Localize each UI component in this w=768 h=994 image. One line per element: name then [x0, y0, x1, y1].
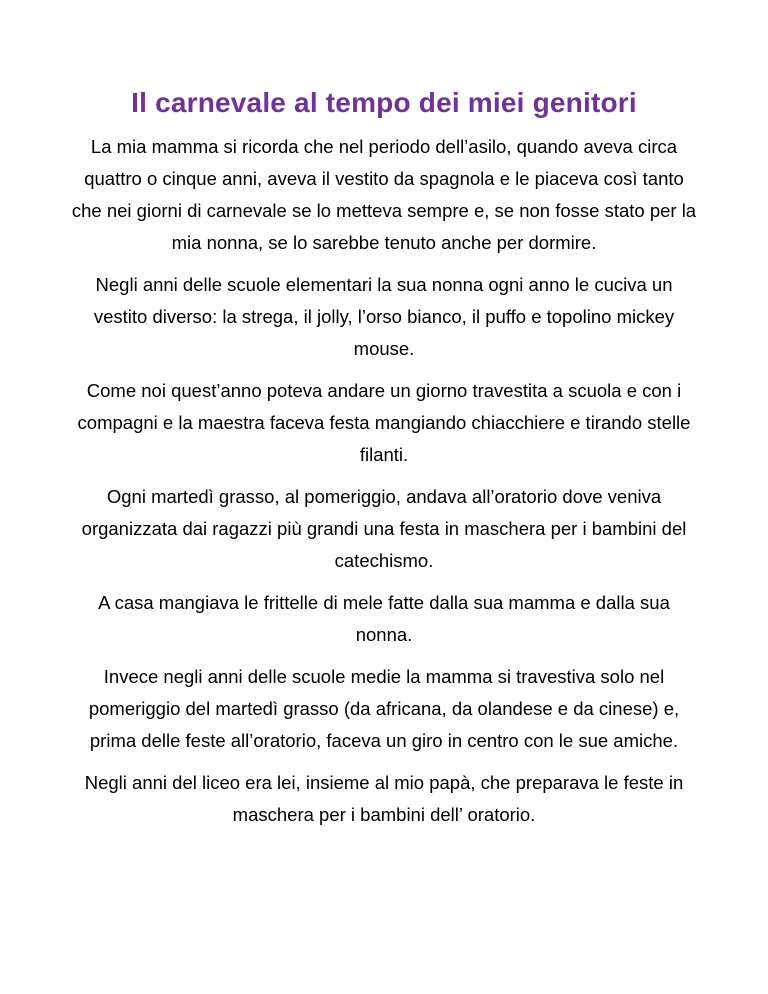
document-title: Il carnevale al tempo dei miei genitori [131, 87, 637, 118]
paragraph-martedi-grasso: Ogni martedì grasso, al pomeriggio, andava all’oratorio dove veniva organizzata dai ragazzi più grandi una festa in maschera per i bambini del catechismo. [81, 486, 687, 571]
paragraph-scuola: Come noi quest’anno poteva andare un giorno travestita a scuola e con i compagni e la maestra faceva festa mangiando chiacchiere e tirando stelle filanti. [77, 380, 691, 465]
paragraph-elementari: Negli anni delle scuole elementari la sua nonna ogni anno le cuciva un vestito diverso: la strega, il jolly, l’orso bianco, il puffo e topolino mickey mouse. [93, 274, 675, 359]
paragraph-liceo: Negli anni del liceo era lei, insieme al mio papà, che preparava le feste in maschera per i bambini dell’ oratorio. [84, 772, 684, 825]
paragraph-asilo: La mia mamma si ricorda che nel periodo dell’asilo, quando aveva circa quattro o cinque anni, aveva il vestito da spagnola e le piaceva così tanto che nei giorni di carnevale se lo metteva sempre e, se non fosse stato per la mia nonna, se lo sarebbe tenuto anche per dormire. [71, 136, 697, 253]
paragraph-medie: Invece negli anni delle scuole medie la mamma si travestiva solo nel pomeriggio del martedì grasso (da africana, da olandese e da cinese) e, prima delle feste all’oratorio, faceva un giro in centro con le sue amiche. [88, 666, 680, 751]
paragraph-frittelle: A casa mangiava le frittelle di mele fatte dalla sua mamma e dalla sua nonna. [98, 592, 670, 645]
document-page [70, 85, 698, 841]
